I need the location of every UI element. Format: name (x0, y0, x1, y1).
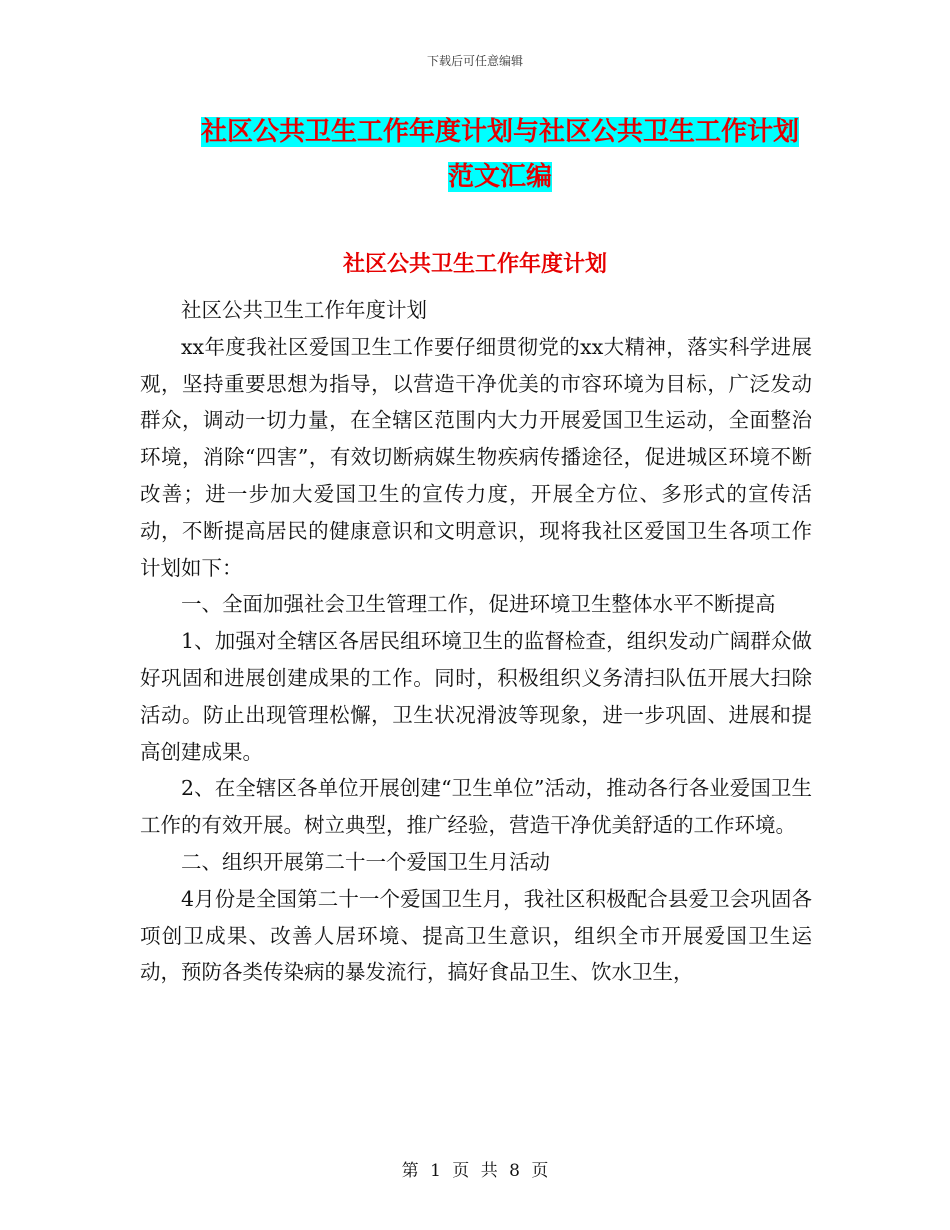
document-title (190, 110, 810, 200)
header-note: 下载后可任意编辑 (426, 54, 523, 68)
paragraph: 1、加强对全辖区各居民组环境卫生的监督检查，组织发动广阔群众做好巩固和进展创建成果的工作。同时，积极组织义务清扫队伍开展大扫除活动。防止出现管理松懈，卫生状况滑波等现象，进一步巩固、进展和提高创建成果。 (140, 629, 812, 764)
section-title: 社区公共卫生工作年度计划 (342, 252, 607, 277)
paragraph: xx年度我社区爱国卫生工作要仔细贯彻党的xx大精神，落实科学进展观，坚持重要思想为指导，以营造干净优美的市容环境为目标，广泛发动群众，调动一切力量，在全辖区范围内大力开展爱国卫生运动，全面整治环境，消除“四害”，有效切断病媒生物疾病传播途径，促进城区环境不断改善；进一步加大爱国卫生的宣传力度，开展全方位、多形式的宣传活动，不断提高居民的健康意识和文明意识，现将我社区爱国卫生各项工作计划如下： (140, 334, 812, 580)
paragraph: 社区公共卫生工作年度计划 (181, 298, 427, 322)
document-title-text: 社区公共卫生工作年度计划与社区公共卫生工作计划范文汇编 (200, 117, 799, 192)
body-text (140, 292, 812, 991)
paragraph: 二、组织开展第二十一个爱国卫生月活动 (181, 849, 550, 874)
paragraph: 4月份是全国第二十一个爱国卫生月，我社区积极配合县爱卫会巩固各项创卫成果、改善人居环境、提高卫生意识，组织全市开展爱国卫生运动，预防各类传染病的暴发流行，搞好食品卫生、饮水卫生， (140, 886, 812, 985)
page-footer: 第 1 页 共 8 页 (401, 1161, 549, 1181)
paragraph: 2、在全辖区各单位开展创建“卫生单位”活动，推动各行各业爱国卫生工作的有效开展。树立典型，推广经验，营造干净优美舒适的工作环境。 (140, 776, 812, 838)
paragraph: 一、全面加强社会卫生管理工作，促进环境卫生整体水平不断提高 (181, 592, 776, 617)
